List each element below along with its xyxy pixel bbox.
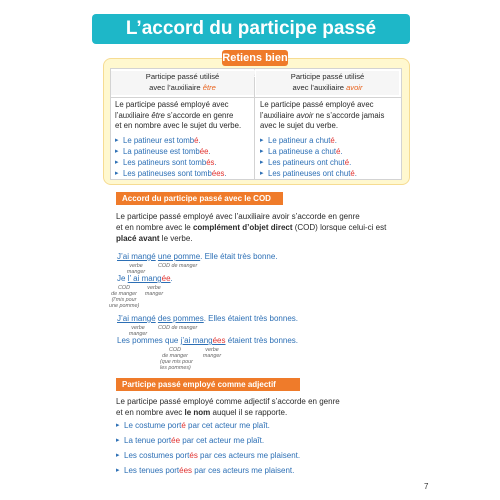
annotation: [142, 285, 166, 297]
example-stem: Le patineur est tomb: [123, 135, 195, 145]
paragraph-bold: complément d’objet direct: [192, 223, 293, 232]
list-item: [115, 146, 250, 157]
retiens-bien-tag: Retiens bien !: [222, 52, 288, 80]
example-ending: é: [194, 135, 199, 145]
annotation-line: manger: [128, 331, 148, 337]
auxiliary-word: être: [151, 110, 165, 120]
example-stem: Le costume port: [124, 421, 182, 430]
table-divider-vertical: [254, 69, 255, 179]
example-rest: . Elles étaient très bonnes.: [203, 314, 298, 323]
annotation-line: manger: [126, 269, 146, 275]
list-item: [116, 418, 416, 433]
list-item: [115, 157, 250, 168]
example-stem: Les patineurs ont chut: [268, 157, 345, 167]
example-stem: La patineuse est tomb: [123, 146, 200, 156]
adjective-example-list: [116, 418, 416, 478]
rule-text: et en nombre avec le sujet du verbe.: [115, 121, 242, 130]
paragraph-text: et en nombre avec: [116, 408, 185, 417]
example-ending: és: [189, 451, 198, 460]
annotation: [200, 347, 224, 359]
cod-example-1: [117, 252, 278, 262]
example-verb: j’ai mang: [180, 336, 213, 345]
annotation: [109, 285, 139, 309]
cod-example-4: [117, 336, 298, 346]
example-cod: l’: [127, 274, 131, 283]
page-number: 7: [424, 482, 429, 491]
example-list: [115, 135, 250, 179]
list-item: [116, 463, 416, 478]
annotation-line: verbe: [205, 347, 219, 353]
adjective-rule-paragraph: [116, 396, 416, 418]
example-ending: ée: [199, 146, 209, 156]
cod-example-3: [117, 314, 298, 324]
example-text: Je: [117, 274, 128, 283]
paragraph-text: le verbe.: [159, 234, 193, 243]
paragraph-line: [116, 233, 416, 244]
paragraph-line: Le participe passé employé comme adjectif s’accorde en genre: [116, 397, 340, 406]
example-stem: Les tenues port: [124, 466, 180, 475]
example-stem: Les patineuses sont tomb: [123, 168, 212, 178]
rule-table: [110, 68, 402, 180]
example-end: .: [198, 135, 201, 145]
column-header-avoir: [256, 71, 399, 95]
example-stem: Les patineuses ont chut: [268, 168, 351, 178]
example-ending: ées: [211, 168, 225, 178]
example-stem: Le patineur a chut: [268, 135, 331, 145]
annotation-line: de manger: [111, 291, 137, 297]
annotation-line: une pomme): [109, 303, 140, 309]
example-end: .: [224, 168, 227, 178]
example-ending: ées: [212, 336, 226, 345]
example-ending: é: [344, 157, 350, 167]
example-end: .: [208, 146, 211, 156]
list-item: [260, 157, 395, 168]
paragraph-line: Le participe passé employé avec l’auxiliaire avoir s’accorde en genre: [116, 212, 360, 221]
list-item: [115, 168, 250, 179]
paragraph-text: et en nombre avec le: [116, 223, 193, 232]
annotation-line: de manger: [162, 353, 188, 359]
example-ending: ée: [161, 274, 171, 283]
example-end: .: [354, 168, 357, 178]
header-line: Participe passé utilisé: [290, 72, 365, 81]
example-cod: une pomme: [157, 252, 201, 261]
example-rest: . Elle était très bonne.: [200, 252, 278, 261]
annotation-line: manger: [202, 353, 222, 359]
example-ending: és: [206, 157, 215, 167]
annotation-line: COD: [169, 347, 181, 353]
example-end: .: [170, 274, 173, 283]
example-rest: par ces acteurs me plaisent.: [192, 466, 295, 475]
auxiliary-word: avoir: [346, 83, 363, 92]
list-item: [116, 448, 416, 463]
paragraph-line: [116, 407, 416, 418]
rule-text-part: s’accorde en genre: [164, 110, 234, 120]
example-verb: ai mang: [130, 274, 162, 283]
rule-text-part: l’auxiliaire: [260, 110, 297, 120]
column-body-etre: [115, 100, 250, 179]
rule-text-part: ne s’accorde jamais: [313, 110, 385, 120]
example-rest: par cet acteur me plaît.: [180, 436, 265, 445]
auxiliary-word: avoir: [296, 110, 314, 120]
header-line: Participe passé utilisé: [145, 72, 220, 81]
example-end: .: [334, 135, 337, 145]
annotation-line: verbe: [129, 263, 143, 269]
column-header-etre: [111, 71, 254, 95]
example-verb: J’ai mangé: [117, 252, 156, 261]
rule-text: [260, 111, 395, 122]
cod-rule-paragraph: [116, 211, 416, 244]
example-cod: des pommes: [157, 314, 204, 323]
header-text: avec l’auxiliaire: [292, 83, 347, 92]
header-line: [256, 82, 399, 93]
example-ending: é: [330, 135, 335, 145]
example-ending: ée: [171, 436, 181, 445]
rule-text: [115, 111, 250, 122]
example-stem: La patineuse a chut: [268, 146, 337, 156]
rule-text: Le participe passé employé avec: [115, 100, 229, 109]
paragraph-text: auquel il se rapporte.: [210, 408, 288, 417]
annotation: COD de manger: [158, 263, 198, 269]
annotation-line: (l’mis pour: [111, 297, 137, 303]
table-divider-horizontal: [111, 97, 401, 98]
annotation: [160, 347, 193, 371]
annotation: COD de manger: [158, 325, 198, 331]
section-heading-adjective: Participe passé employé comme adjectif: [116, 378, 300, 391]
example-text: Les pommes que: [117, 336, 181, 345]
example-rest: par ces acteurs me plaisent.: [197, 451, 301, 460]
example-end: .: [340, 146, 343, 156]
annotation-line: manger: [144, 291, 164, 297]
header-text: avec l’auxiliaire: [149, 83, 203, 92]
cod-example-2: [117, 274, 173, 284]
annotation-line: verbe: [131, 325, 145, 331]
list-item: [115, 135, 250, 146]
rule-text-part: l’auxiliaire: [115, 110, 152, 120]
paragraph-line: [116, 222, 416, 233]
rule-text: Le participe passé employé avec: [260, 100, 374, 109]
list-item: [260, 168, 395, 179]
example-ending: é: [181, 421, 186, 430]
section-heading-cod: Accord du participe passé avec le COD: [116, 192, 283, 205]
paragraph-bold: le nom: [184, 408, 211, 417]
example-stem: La tenue port: [124, 436, 172, 445]
annotation-line: COD: [118, 285, 130, 291]
example-rest: par cet acteur me plaît.: [185, 421, 270, 430]
example-ending: é: [336, 146, 341, 156]
example-end: .: [349, 157, 352, 167]
paragraph-text: (COD) lorsque celui-ci est: [292, 223, 387, 232]
page-title: L’accord du participe passé: [92, 14, 410, 44]
annotation-line: les pommes): [160, 365, 191, 371]
list-item: [260, 135, 395, 146]
example-ending: é: [350, 168, 355, 178]
example-verb: J’ai mangé: [117, 314, 156, 323]
example-rest: étaient très bonnes.: [225, 336, 299, 345]
example-stem: Les costumes port: [124, 451, 190, 460]
paragraph-bold: placé avant: [116, 234, 160, 243]
auxiliary-word: être: [202, 83, 216, 92]
example-stem: Les patineurs sont tomb: [123, 157, 207, 167]
example-ending: ées: [179, 466, 193, 475]
rule-text: avec le sujet du verbe.: [260, 121, 339, 130]
example-list: [260, 135, 395, 179]
list-item: [116, 433, 416, 448]
list-item: [260, 146, 395, 157]
annotation-line: (que mis pour: [160, 359, 193, 365]
example-end: .: [214, 157, 217, 167]
header-line: [111, 82, 254, 93]
column-body-avoir: [260, 100, 395, 179]
annotation-line: verbe: [147, 285, 161, 291]
